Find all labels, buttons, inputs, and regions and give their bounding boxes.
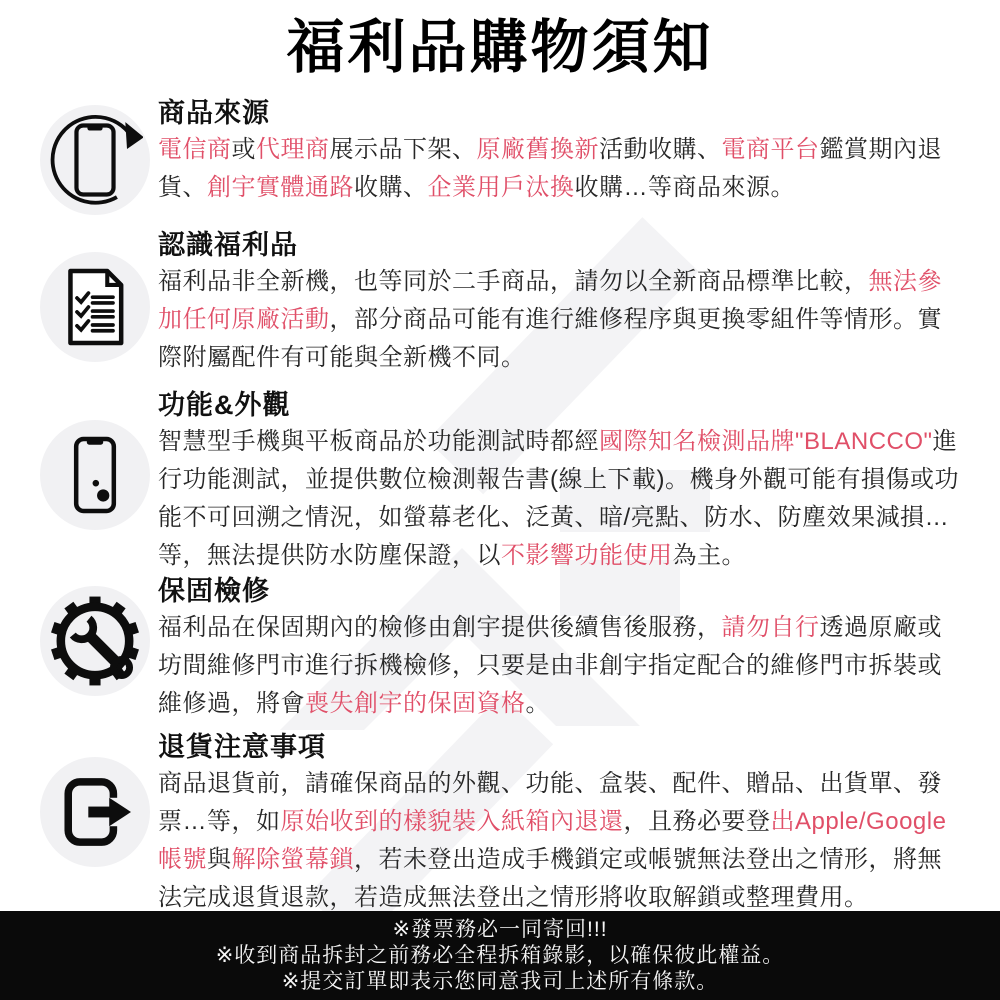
text-line (158, 499, 970, 537)
text-line (158, 803, 970, 841)
section-function-appearance (158, 388, 970, 575)
body-text: 收購、 (354, 174, 428, 201)
text-line (158, 423, 970, 461)
body-text: ，且務必要登 (623, 808, 771, 835)
text-line (158, 537, 970, 575)
highlighted-text: 加任何原廠活動 (158, 306, 330, 333)
section-heading: 退貨注意事項 (158, 732, 326, 762)
text-line (158, 841, 970, 879)
body-text: 與 (207, 846, 232, 873)
body-text: 等，無法提供防水防塵保證，以 (158, 542, 501, 569)
section-body (158, 765, 970, 917)
body-text: 維修過，將會 (158, 690, 305, 717)
body-text: 行功能測試，並提供數位檢測報告書(線上下載)。機身外觀可能有損傷或功 (158, 466, 959, 493)
section-return-notes (158, 730, 970, 917)
body-text: 。 (525, 690, 550, 717)
body-text: 福利品非全新機，也等同於二手商品，請勿以全新商品標準比較， (158, 268, 869, 295)
section-body (158, 131, 970, 207)
text-line (158, 647, 970, 685)
body-text: 票…等，如 (158, 808, 281, 835)
section-body (158, 609, 970, 723)
body-text: 鑑賞期內退 (819, 136, 942, 163)
highlighted-text: 企業用戶汰換 (427, 174, 575, 201)
text-line (158, 339, 970, 377)
body-text: 為主。 (672, 542, 746, 569)
body-text: 活動收購、 (599, 136, 722, 163)
highlighted-text: 原廠舊換新 (476, 136, 599, 163)
highlighted-text: 解除螢幕鎖 (231, 846, 354, 873)
highlighted-text: 請勿自行 (721, 614, 820, 641)
highlighted-text: 原始收到的樣貌裝入紙箱內退還 (280, 808, 624, 835)
highlighted-text: 電商平台 (721, 136, 820, 163)
section-heading: 認識福利品 (158, 230, 298, 260)
section-product-source (158, 96, 970, 207)
text-line (158, 301, 970, 339)
text-line (158, 685, 970, 723)
highlighted-text: 無法參 (868, 268, 942, 295)
section-heading: 功能&外觀 (158, 390, 291, 420)
section-body (158, 263, 970, 377)
phone-refresh-icon (40, 105, 150, 215)
text-line (158, 263, 970, 301)
text-line (158, 131, 970, 169)
highlighted-text: 國際知名檢測品牌"BLANCCO" (599, 428, 933, 455)
text-line (158, 765, 970, 803)
footer-line: ※提交訂單即表示您同意我司上述所有條款。 (281, 970, 719, 993)
section-body (158, 423, 970, 575)
phone-inspection-icon (40, 420, 150, 530)
body-text: ，若未登出造成手機鎖定或帳號無法登出之情形，將無 (354, 846, 942, 873)
highlighted-text: 出Apple/Google (770, 808, 947, 835)
gear-wrench-icon (40, 586, 150, 696)
highlighted-text: 代理商 (256, 136, 330, 163)
checklist-icon (40, 252, 150, 362)
body-text: 進 (932, 428, 958, 455)
body-text: 坊間維修門市進行拆機檢修，只要是由非創宇指定配合的維修門市拆裝或 (158, 652, 942, 679)
highlighted-text: 不影響功能使用 (501, 542, 673, 569)
body-text: 收購…等商品來源。 (574, 174, 795, 201)
body-text: 能不可回溯之情況，如螢幕老化、泛黃、暗/亮點、防水、防塵效果減損… (158, 504, 950, 531)
footer-line: ※發票務必一同寄回!!! (392, 918, 608, 941)
body-text: 透過原廠或 (819, 614, 942, 641)
page-title: 福利品購物須知 (286, 15, 714, 80)
section-heading: 保固檢修 (158, 576, 270, 606)
text-line (158, 461, 970, 499)
footer-notice-bar (0, 911, 1000, 1000)
highlighted-text: 電信商 (158, 136, 232, 163)
body-text: 法完成退貨退款，若造成無法登出之情形將收取解鎖或整理費用。 (158, 884, 869, 911)
body-text: 福利品在保固期內的檢修由創宇提供後續售後服務， (158, 614, 722, 641)
body-text: 貨、 (158, 174, 207, 201)
text-line (158, 609, 970, 647)
logout-arrow-icon (40, 757, 150, 867)
footer-line: ※收到商品拆封之前務必全程拆箱錄影，以確保彼此權益。 (215, 944, 785, 967)
section-heading: 商品來源 (158, 98, 270, 128)
highlighted-text: 創宇實體通路 (207, 174, 354, 201)
text-line (158, 169, 970, 207)
highlighted-text: 喪失創宇的保固資格 (305, 690, 526, 717)
section-about-refurbished (158, 228, 970, 377)
body-text: 際附屬配件有可能與全新機不同。 (158, 344, 526, 371)
body-text: 商品退貨前，請確保商品的外觀、功能、盒裝、配件、贈品、出貨單、發 (158, 770, 942, 797)
body-text: 智慧型手機與平板商品於功能測試時都經 (158, 428, 599, 455)
highlighted-text: 帳號 (158, 846, 207, 873)
body-text: ，部分商品可能有進行維修程序與更換零組件等情形。實 (329, 306, 942, 333)
body-text: 或 (231, 136, 256, 163)
body-text: 展示品下架、 (329, 136, 477, 163)
section-warranty-repair (158, 574, 970, 723)
